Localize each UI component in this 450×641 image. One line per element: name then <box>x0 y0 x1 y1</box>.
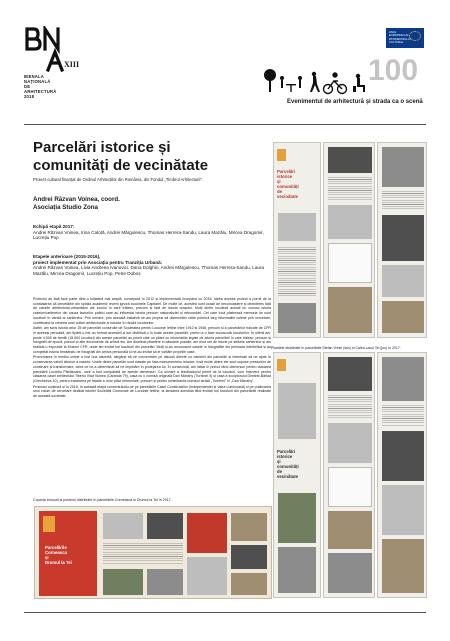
archive-photo <box>328 357 372 391</box>
edition-number: XIII <box>64 60 80 69</box>
logo-caption: BIENALA NAȚIONALĂ DE ARHITECTURĂ 2018 <box>24 74 57 99</box>
archive-photo <box>382 539 424 593</box>
street-photo <box>382 485 424 535</box>
eu-culture-badge: ANUL EUROPEAN AL PATRIMONIULUI CULTURAL <box>386 28 424 48</box>
team-previous: Etapele anterioare (2015-2016), proiect implementat prin Asociația pentru Tranziția Urbană: Andrei Răzvan Voinea, Livia Andreea Ivanovici, Dana Dolghin, Andrei Mărgulescu, Thomas Herrera-Sandu, Laura Mazălu, Mircea Dragomir, Lucrețiu Pop, Petre Doboș <box>33 254 265 277</box>
leaflet-page-1 <box>323 142 375 338</box>
brochure-caption: Coperta broșurii și posterul distribuite în parcelările Corneasca și Drumul la Tei în 2017. <box>33 498 172 502</box>
brochure-title: Parcelările Corneasca și Drumul la Tei <box>45 545 72 565</box>
street-scene-pictograms <box>262 66 372 96</box>
people-table-icon <box>280 76 302 92</box>
archive-photo <box>278 213 316 241</box>
text-block <box>328 177 372 201</box>
paragraph: Proiectul de față face parte dintr-o inițiativă mai amplă, concepută în 2012 și implementată începând cu 2015. Ideea acestui proiect a pornit de la constatarea că cercetările din spațiul academic recent ignoră locuințele Capitalei. De multe ori, acestea sunt ocazii de necunoaștere și dezinteres față de valorile arhitectural-urbanistice ale locului în care trăiesc, precum și față de istoria orașului. Mulți dintre locuitorii actuali nu cunosc istoria caselor/cartierelor din cauza factorilor politici care au influențat istoria precum naționalizări și retrocedări. Cei care încă păstrează memoria lor sunt locuitorii în vârstă ai cartierelor. Prin urmare, prin această inițiativă ne-am propus să diseminăm către publicul larg informațiile culese prin cercetare, contribuind la crearea unei culturi arhitecturale și istorice în rândul locuitorilor. <box>33 297 271 325</box>
poster-image <box>187 513 227 553</box>
tree-icon <box>264 69 276 92</box>
leaflet-title: Parcelări istorice și comunități de vecinătate <box>277 449 299 479</box>
organization-name: Asociația Studio Zona <box>33 204 98 211</box>
person-sitting-icon <box>353 74 365 92</box>
archive-photo <box>382 147 424 187</box>
archive-photo <box>328 287 372 333</box>
project-description <box>33 297 271 400</box>
plan-drawing <box>328 243 372 283</box>
archive-photo <box>278 303 316 333</box>
page-title: Parcelări istorice și comunități de vecinătate <box>33 139 209 174</box>
map-image <box>187 557 227 595</box>
paragraph: Promovarea în mediul online a fost una discretă, alegând să ne concentrăm pe discuții directe cu oamenii din parcelări și interesați să ne ajute în conservarea valorii istorice a caselor. Unele dintre parcelări sunt clasate pe lista monumentelor istorice, însă multe dintre ele sunt supuse presiunilor de construire și transformare, ceea ce ne-a determinat să ne implicăm în protejarea lor. În consecință, am inițiat în primul rând demersuri pentru clasarea parcelării Lucrețiu Pătrășcanu, care a fost cumpărată de aceste demersuri. Ca urmare a feedbackului primit de la locuitori, vom interveni pentru clasarea casei arhitectului Tiberiu Vlad Voinea (Caranda 79), casa cu o cornișă originală Dan Mizrahy (Turbinei 5) și casa a sculptorului Dimitrie-Bărlad (Grecheeva 10), pentru instalarea pe fațade a unor plăci memoriale, precum și pentru schimbarea numelui străzii „Turbinei” în „Dan Mizrahy”. <box>33 355 271 383</box>
leaflet-title: Parcelări istorice și comunități de vecinătate <box>277 169 299 199</box>
archive-photo <box>328 511 372 549</box>
archive-photo <box>328 553 372 593</box>
coordinator-name: Andrei Răzvan Voinea, coord. <box>33 196 120 203</box>
text-block <box>382 191 424 211</box>
footer-divider <box>24 612 426 613</box>
zona-logo-icon <box>277 149 286 161</box>
cyclist-icon <box>324 73 347 94</box>
archive-photo <box>382 431 424 481</box>
leaflet-page-4 <box>377 352 427 598</box>
street-photo <box>382 265 424 297</box>
leaflet-caption: Pliantele distribuite în parcelările Ștefan Vrinei (sus) și Calea Lacul Tei (jos) în 2017. <box>271 346 401 350</box>
street-photo <box>103 569 143 595</box>
brochure-spread-image <box>34 506 272 599</box>
funding-note: Proiect cultural finanțat de Ordinul Arhitecților din România, din Fondul „Timbrul Arhitecturii”. <box>33 177 203 182</box>
eu-stars-icon <box>409 31 421 41</box>
walking-person-icon <box>310 72 320 92</box>
archive-photo <box>231 513 267 541</box>
map-image <box>328 205 372 239</box>
plan-drawing <box>328 467 372 507</box>
leaflet-page-2 <box>377 142 427 338</box>
archive-photo <box>328 147 372 173</box>
paragraph: Astfel, am scris istoria celor 25 de parcelări construite de Societatea pentru Locuințe Ieftine între 1910 și 1946, precum și a parcelărilor ridicate de CFR în aceeași perioadă, am tipărit-o într-un format accesibil și am distribuit-o în toate aceste parcelări, pentru a o face cunoscută locuitorilor. În ultimii ani, peste 4.000 de familii (15.000 locuitori) din aceste parcelări au primit câte un pliant cu informațiile legate de istoria parcelării în care trăiesc, precum și fotografii de epocă, planuri și alte documente de arhivă etc. Am distribuit pliantele în căsuțele poștale, am ținut ore de istorie pe străzile cartierelor și am realizat o expoziție la Muzeul CFR, unde am invitat toți locuitorii din parcelări. Mulți și-au recunoscut casele în fotografiile din perioada interbelică și au completat istoria trimițându-ne fotografii din arhiva personală și ne-au invitat să le vizităm propriile case. <box>33 326 271 354</box>
archive-photo <box>147 513 183 539</box>
text-block <box>103 543 183 565</box>
bna-logo-icon <box>24 26 68 72</box>
map-image <box>328 423 372 463</box>
archive-photo <box>382 357 424 401</box>
street-photo <box>147 569 183 595</box>
leaflet-page-3 <box>323 352 375 598</box>
paragraph: Proiectul continuă și în 2018, în această etapă concentrându-ne pe parcelările Casei Construcțiilor (Independenței și Vatra Luminoasă) și pe publicarea unui volum de cercetare dedicat istoriei Societății Comunale de Locuințe Ieftine, la lansarea acestuia fiind invitați toți locuitorii din parcelările realizate de această societate. <box>33 384 271 399</box>
archive-photo <box>231 573 267 595</box>
archive-photo <box>231 545 267 569</box>
svg-text:100: 100 <box>368 54 419 87</box>
event-tagline: Evenimentul de arhitectură și strada ca o scenă <box>287 99 423 105</box>
coordinator-block <box>33 196 253 212</box>
street-photo <box>278 493 316 543</box>
archive-photo <box>103 513 143 539</box>
text-block <box>382 405 424 427</box>
text-block <box>278 247 316 297</box>
archive-photo <box>278 383 316 439</box>
header-divider <box>24 124 426 125</box>
archive-photo <box>382 301 424 333</box>
leaflet-cover-1 <box>273 142 321 338</box>
archive-photo <box>278 547 316 593</box>
zona-logo-icon <box>277 359 286 371</box>
leaflet-cover-2 <box>273 352 321 598</box>
zona-logo-icon <box>43 516 55 532</box>
text-block <box>328 395 372 419</box>
centenary-logo <box>366 50 428 90</box>
archive-photo <box>382 215 424 261</box>
team-2017: Echipă etapă 2017: Andrei Răzvan Voinea, Irina Calotă, Andrei Mărgulescu, Thomas Herrera-Sandu, Laura Mazălu, Mircea Dragomir, Lucrețiu Pop <box>33 224 264 241</box>
brochure-cover <box>39 511 97 596</box>
